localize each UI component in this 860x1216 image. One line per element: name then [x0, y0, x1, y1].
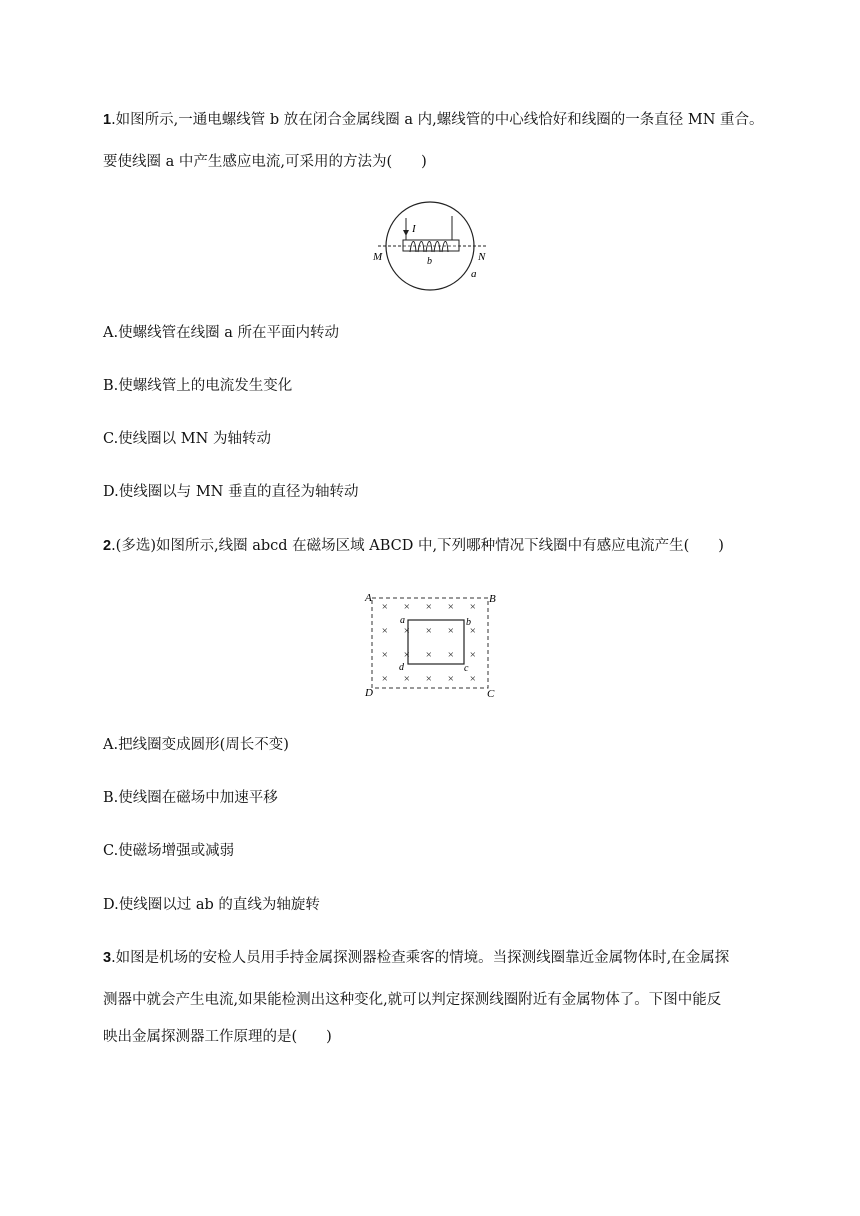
q2-option-d: D.使线圈以过 ab 的直线为轴旋转	[103, 897, 320, 913]
label-C: C	[487, 688, 495, 700]
q1-stem-line2: 要使线圈 a 中产生感应电流,可采用的方法为( )	[103, 154, 427, 170]
field-cross: ×	[403, 673, 411, 685]
field-cross: ×	[381, 649, 389, 661]
field-cross: ×	[469, 649, 477, 661]
label-B: B	[489, 593, 496, 605]
q1-stem-text: .如图所示,一通电螺线管 b 放在闭合金属线圈 a 内,螺线管的中心线恰好和线圈的一条直径 MN 重合。	[111, 112, 764, 128]
q1-figure	[370, 200, 490, 295]
field-cross: ×	[425, 601, 433, 613]
field-cross: ×	[381, 625, 389, 637]
q3-stem-line1	[103, 948, 729, 968]
field-cross: ×	[381, 673, 389, 685]
q1-stem-line1	[103, 110, 764, 130]
label-a: a	[400, 615, 405, 626]
q3-number: 3	[103, 950, 112, 966]
q1-option-b: B.使螺线管上的电流发生变化	[103, 378, 293, 394]
q3-stem-line2: 测器中就会产生电流,如果能检测出这种变化,就可以判定探测线圈附近有金属物体了。下图中能反	[103, 992, 722, 1008]
field-cross: ×	[403, 625, 411, 637]
label-b: b	[466, 617, 471, 628]
label-D: D	[365, 687, 373, 699]
q2-figure	[362, 590, 502, 700]
field-cross: ×	[447, 625, 455, 637]
field-cross: ×	[425, 625, 433, 637]
q2-number: 2	[103, 538, 112, 554]
field-cross: ×	[447, 649, 455, 661]
q2-option-b: B.使线圈在磁场中加速平移	[103, 790, 278, 806]
field-cross: ×	[447, 601, 455, 613]
q2-stem-text: .(多选)如图所示,线圈 abcd 在磁场区域 ABCD 中,下列哪种情况下线圈中有感应电流产生( )	[111, 538, 724, 554]
label-N: N	[478, 251, 486, 263]
q2-option-c: C.使磁场增强或减弱	[103, 843, 235, 859]
label-A: A	[365, 592, 372, 604]
magnetic-field-crosses	[381, 601, 476, 685]
label-c: c	[464, 663, 469, 674]
q1-option-c: C.使线圈以 MN 为轴转动	[103, 431, 271, 447]
coil-abcd-rect	[408, 620, 464, 664]
field-cross: ×	[425, 649, 433, 661]
field-cross: ×	[469, 625, 477, 637]
field-cross: ×	[381, 601, 389, 613]
label-a: a	[471, 268, 477, 280]
q2-option-a: A.把线圈变成圆形(周长不变)	[103, 737, 289, 753]
field-cross: ×	[403, 601, 411, 613]
field-cross: ×	[425, 673, 433, 685]
label-I: I	[412, 223, 416, 235]
label-M: M	[373, 251, 383, 263]
label-d: d	[399, 662, 404, 673]
q1-option-d: D.使线圈以与 MN 垂直的直径为轴转动	[103, 484, 359, 500]
field-cross: ×	[469, 601, 477, 613]
label-b: b	[427, 256, 432, 267]
q3-stem-line3: 映出金属探测器工作原理的是( )	[103, 1029, 332, 1045]
current-arrow-icon	[403, 230, 409, 236]
q1-number: 1	[103, 112, 112, 128]
q1-option-a: A.使螺线管在线圈 a 所在平面内转动	[103, 325, 339, 341]
field-cross: ×	[403, 649, 411, 661]
q2-stem-line1	[103, 536, 724, 556]
field-cross: ×	[447, 673, 455, 685]
field-cross: ×	[469, 673, 477, 685]
q3-stem-text: .如图是机场的安检人员用手持金属探测器检查乘客的情境。当探测线圈靠近金属物体时,在金属探	[111, 950, 730, 966]
